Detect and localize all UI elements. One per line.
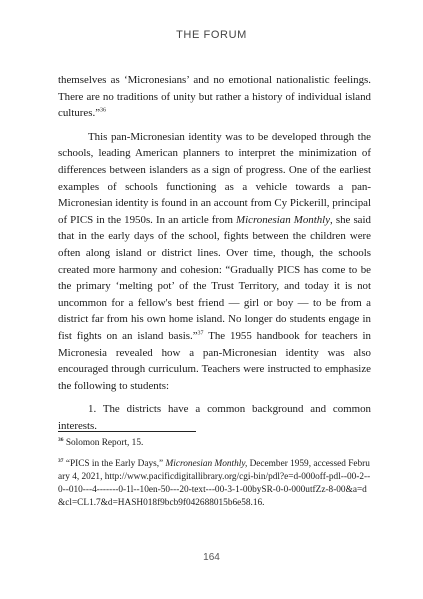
- footnote-ref-36[interactable]: 36: [100, 107, 107, 114]
- footnote-36: [58, 437, 371, 450]
- footnote-text-b[interactable]: December 1959, accessed February 4, 2021, http://www.pacificdigitallibrary.org/cgi-bin/pdl?e=d-000off-pdl--00-2--0--010---4-------0-1l--10en-50---20-text---00-3-1-00bySR-0-0-000utfZz-8-00&a=d&cl=CL1.7&d=HASH018f9bcb9f042688015b6e58.16.: [58, 459, 371, 509]
- magazine-title: Micronesian Monthly: [236, 213, 331, 226]
- page-number: 164: [203, 552, 220, 563]
- paragraph-2: [58, 129, 371, 395]
- list-item-1: 1. The districts have a common background and common interests.: [58, 403, 371, 432]
- paragraph-2-text-c: The 1955 handbook for teachers in Micronesia revealed how a pan-Micronesian identity was also encouraged through curriculum. Teachers were instructed to emphasize the following to students:: [58, 329, 372, 392]
- footnote-ref-37[interactable]: 37: [197, 330, 204, 337]
- footnote-number: 37: [58, 457, 64, 464]
- paragraph-1-text: themselves as ‘Micronesians’ and no emotional nationalistic feelings. There are no traditions of unity but rather a history of individual island cultures.”: [58, 74, 371, 120]
- paragraph-1: [58, 72, 371, 122]
- footnote-number: 36: [58, 436, 64, 443]
- paragraph-2-text-a: This pan-Micronesian identity was to be developed through the schools, leading American planners to interpret the minimization of differences between islanders as a sign of progress. One of the earliest examples of schools functioning as a vehicle towards a pan-Micronesian identity is found in an account from Cy Pickerill, principal of PICS in the 1950s. In an article from: [58, 130, 371, 226]
- footnote-divider: [58, 431, 196, 432]
- running-header: THE FORUM: [176, 29, 247, 41]
- footnote-text-a: “PICS in the Early Days,”: [63, 459, 166, 469]
- footnote-37: [58, 458, 371, 510]
- paragraph-2-text-b: , she said that in the early days of the school, fights between the children were often along island or district lines. Over time, though, the schools created more harmony and cohesion: “Gradually PICS has come to be the primary ‘melting pot’ of the Trust Territory, and today it is not uncommon for a fellow's best friend — girl or boy — to be from a district far from his own home island. No longer do students engage in fist fights on an island basis.”: [58, 213, 371, 342]
- body-text: [58, 72, 371, 434]
- footnote-text: Solomon Report, 15.: [63, 438, 144, 448]
- journal-title: Micronesian Monthly,: [165, 459, 248, 469]
